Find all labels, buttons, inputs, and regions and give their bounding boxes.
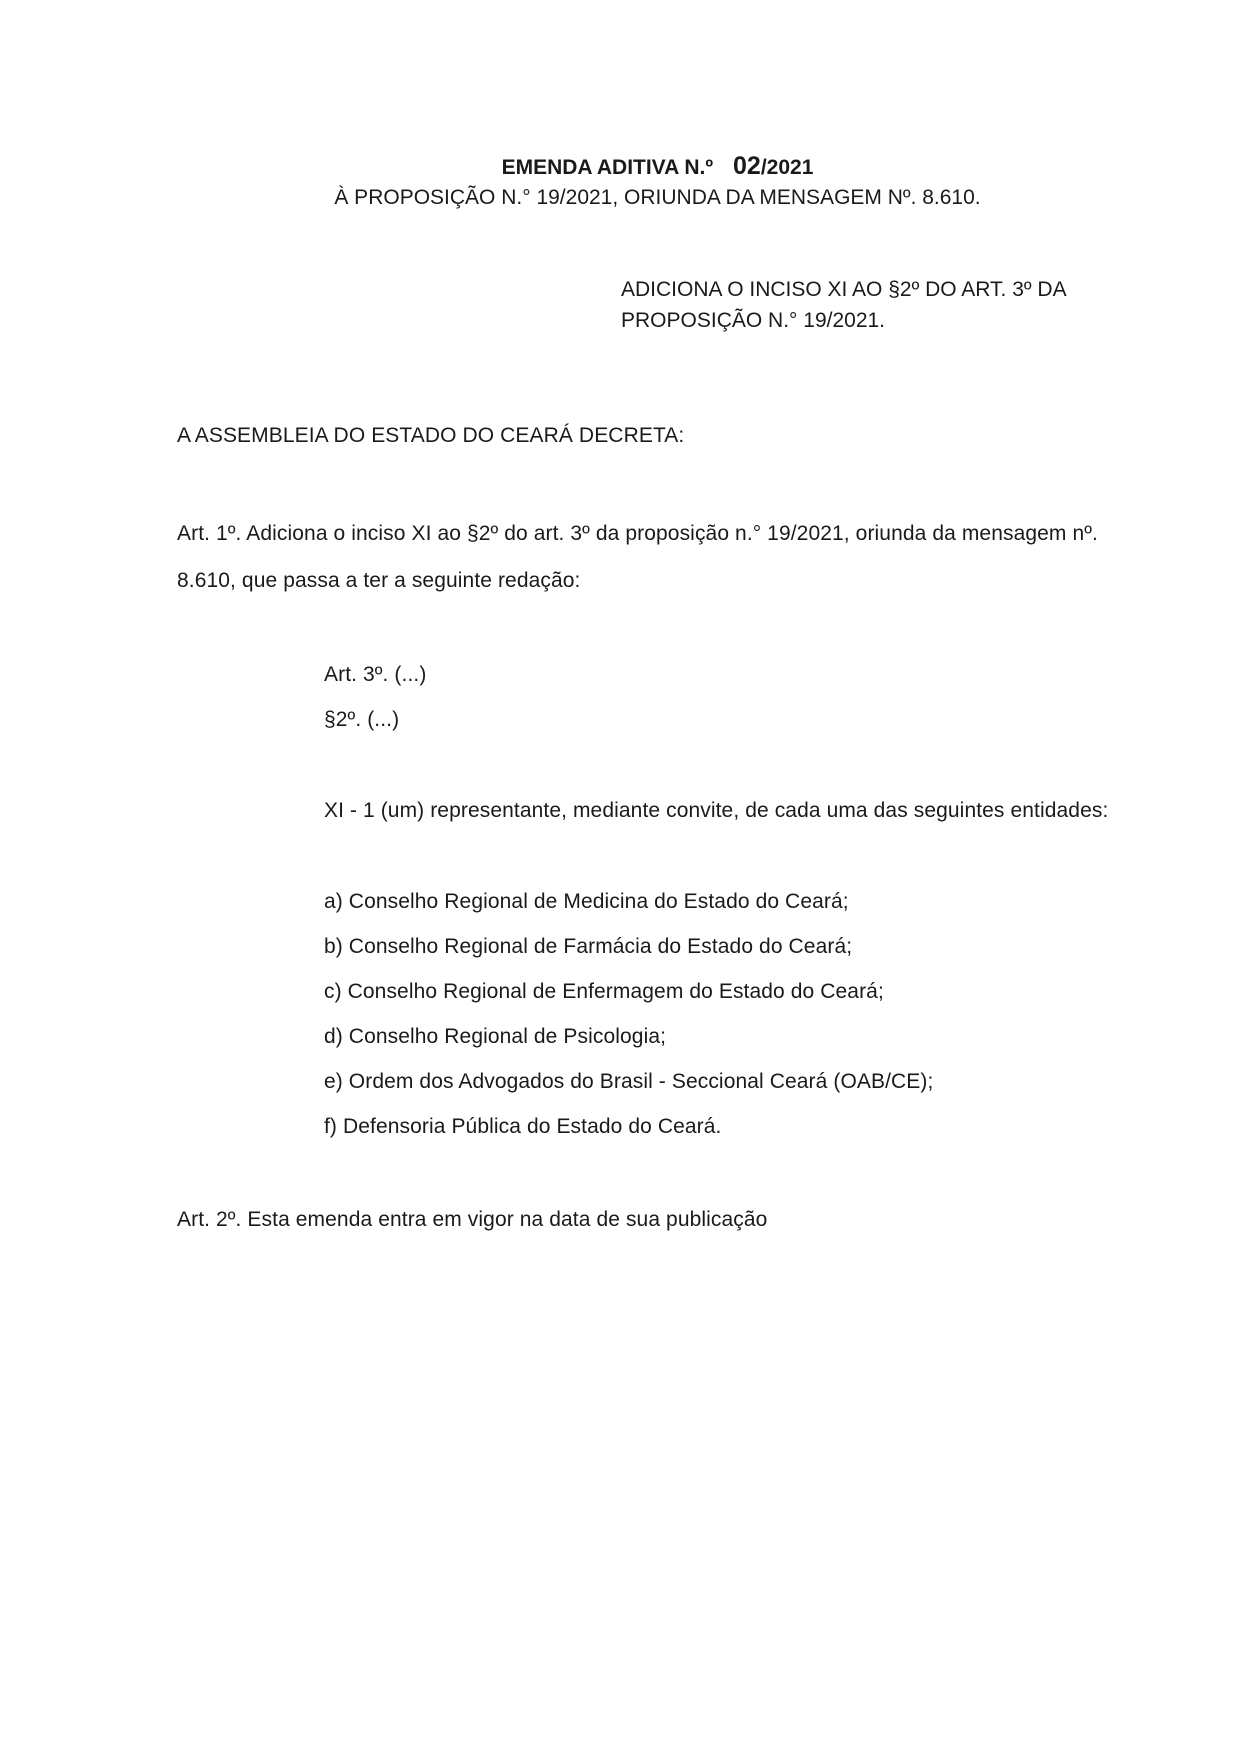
list-item: a) Conselho Regional de Medicina do Estado do Ceará; [324, 890, 849, 913]
list-item: f) Defensoria Pública do Estado do Ceará. [324, 1115, 722, 1138]
art1-line-2: 8.610, que passa a ter a seguinte redação: [177, 569, 581, 592]
list-item: d) Conselho Regional de Psicologia; [324, 1025, 667, 1048]
title-year: /2021 [760, 156, 814, 179]
quoted-art-ref: Art. 3º. (...) [324, 663, 427, 686]
ementa-line-2: PROPOSIÇÃO N.° 19/2021. [621, 309, 886, 332]
document-title [0, 151, 1247, 183]
title-number: 02 [733, 152, 761, 180]
quoted-paragraph-ref: §2º. (...) [324, 708, 400, 731]
title-prefix: EMENDA ADITIVA N.º [501, 156, 714, 179]
ementa-line-1: ADICIONA O INCISO XI AO §2º DO ART. 3º DA [621, 278, 1067, 301]
list-item: c) Conselho Regional de Enfermagem do Estado do Ceará; [324, 980, 884, 1003]
document-subtitle: À PROPOSIÇÃO N.° 19/2021, ORIUNDA DA MENSAGEM Nº. 8.610. [334, 186, 981, 209]
quoted-inciso: XI - 1 (um) representante, mediante convite, de cada uma das seguintes entidades: [324, 799, 1109, 822]
ementa-block [621, 274, 1067, 336]
list-item: b) Conselho Regional de Farmácia do Estado do Ceará; [324, 935, 853, 958]
list-item: e) Ordem dos Advogados do Brasil - Seccional Ceará (OAB/CE); [324, 1070, 934, 1093]
preamble: A ASSEMBLEIA DO ESTADO DO CEARÁ DECRETA: [177, 424, 685, 447]
art2: Art. 2º. Esta emenda entra em vigor na data de sua publicação [177, 1208, 768, 1231]
art1-line-1: Art. 1º. Adiciona o inciso XI ao §2º do art. 3º da proposição n.° 19/2021, oriunda da mensagem nº. [177, 522, 1098, 545]
